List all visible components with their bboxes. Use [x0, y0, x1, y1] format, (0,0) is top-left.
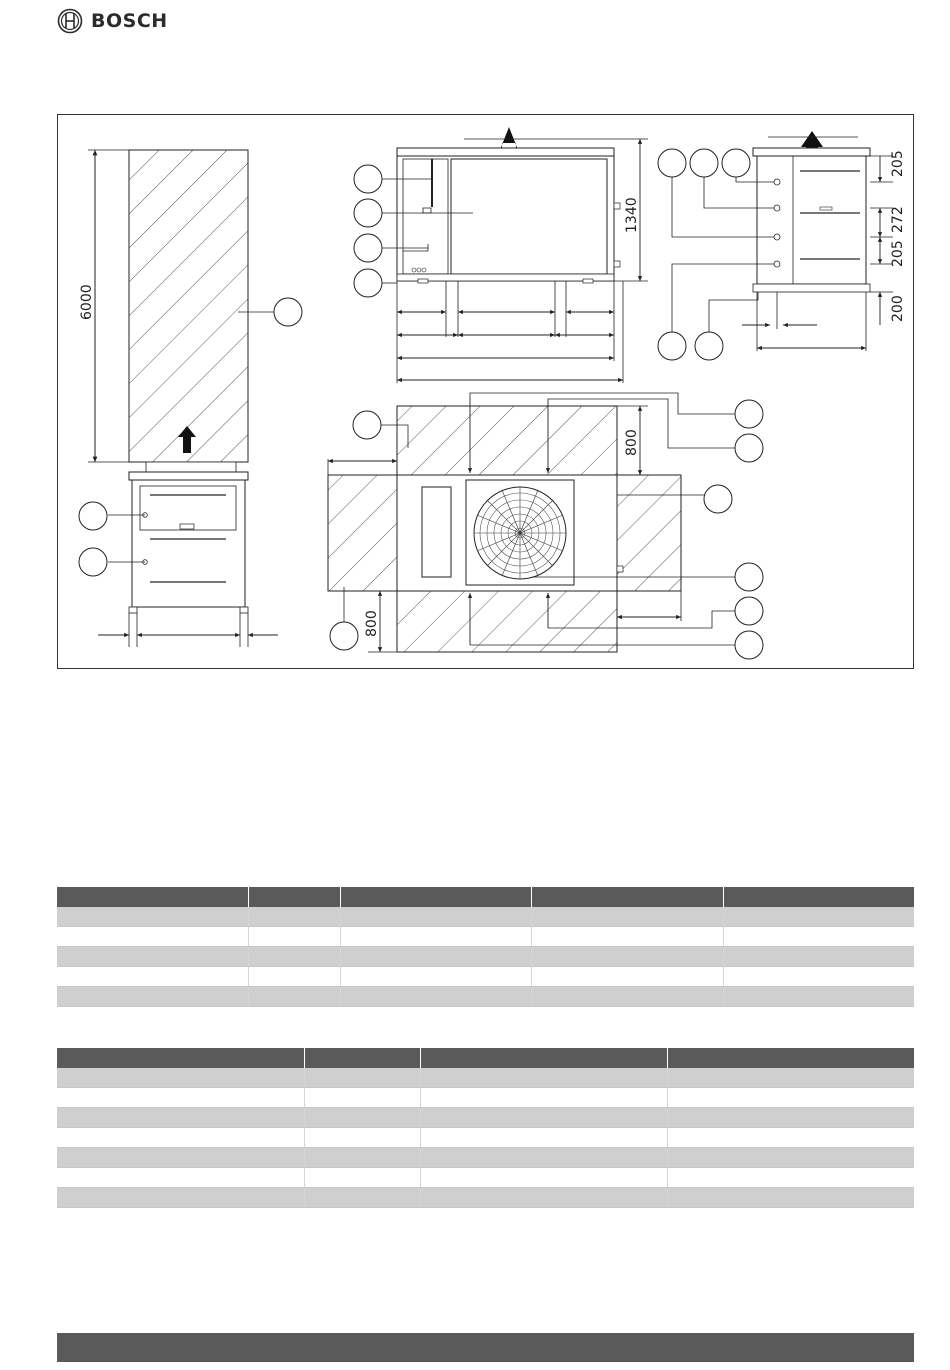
callout-circle	[354, 234, 382, 262]
table-row	[57, 1108, 914, 1128]
top-view	[328, 393, 763, 659]
table-row	[57, 1068, 914, 1088]
callout-circle	[695, 332, 723, 360]
table-header-row	[57, 1048, 914, 1068]
table-row	[57, 987, 914, 1007]
callout-circle	[353, 411, 381, 439]
dim-label-205-bottom: 205	[890, 240, 906, 267]
bosch-armature-icon	[57, 8, 83, 34]
callout-circle	[79, 502, 107, 530]
callout-circle	[354, 165, 382, 193]
callout-circle	[690, 149, 718, 177]
height-label-6000: 6000	[79, 284, 95, 320]
callout-circle	[722, 149, 750, 177]
end-view	[658, 131, 906, 360]
table-row	[57, 1188, 914, 1208]
table-row	[57, 927, 914, 947]
callout-circle	[735, 563, 763, 591]
table-row	[57, 1128, 914, 1148]
side-view	[354, 127, 648, 383]
table-header-row	[57, 887, 914, 907]
table-row	[57, 1168, 914, 1188]
table-row	[57, 947, 914, 967]
clearance-label-bottom: 800	[364, 610, 380, 637]
callout-circle	[704, 485, 732, 513]
callout-circle	[330, 622, 358, 650]
spec-table-1	[57, 887, 914, 1007]
callout-circle	[658, 332, 686, 360]
dim-label-200: 200	[890, 295, 906, 322]
callout-circle	[735, 597, 763, 625]
callout-circle	[735, 434, 763, 462]
brand-name: BOSCH	[91, 10, 168, 32]
air-clearance-zone	[129, 150, 248, 462]
callout-circle	[354, 269, 382, 297]
dim-label-272: 272	[890, 206, 906, 233]
table-row	[57, 967, 914, 987]
brand-logo	[57, 8, 168, 34]
table-row	[57, 907, 914, 927]
technical-drawing-svg	[58, 115, 915, 670]
callout-circle	[658, 149, 686, 177]
callout-circle	[735, 400, 763, 428]
dimension-drawing	[57, 114, 914, 669]
callout-circle	[79, 548, 107, 576]
front-view	[79, 150, 302, 647]
height-label-1340: 1340	[624, 197, 640, 233]
clearance-label-top: 800	[624, 429, 640, 456]
unit-end-body	[757, 156, 866, 284]
fan-grille-icon	[466, 480, 574, 585]
callout-circle	[735, 631, 763, 659]
dim-label-205-top: 205	[890, 150, 906, 177]
section-header-bar	[57, 1333, 914, 1362]
callout-circle	[274, 298, 302, 326]
spec-table-2	[57, 1048, 914, 1208]
table-row	[57, 1148, 914, 1168]
table-row	[57, 1088, 914, 1108]
callout-circle	[354, 199, 382, 227]
